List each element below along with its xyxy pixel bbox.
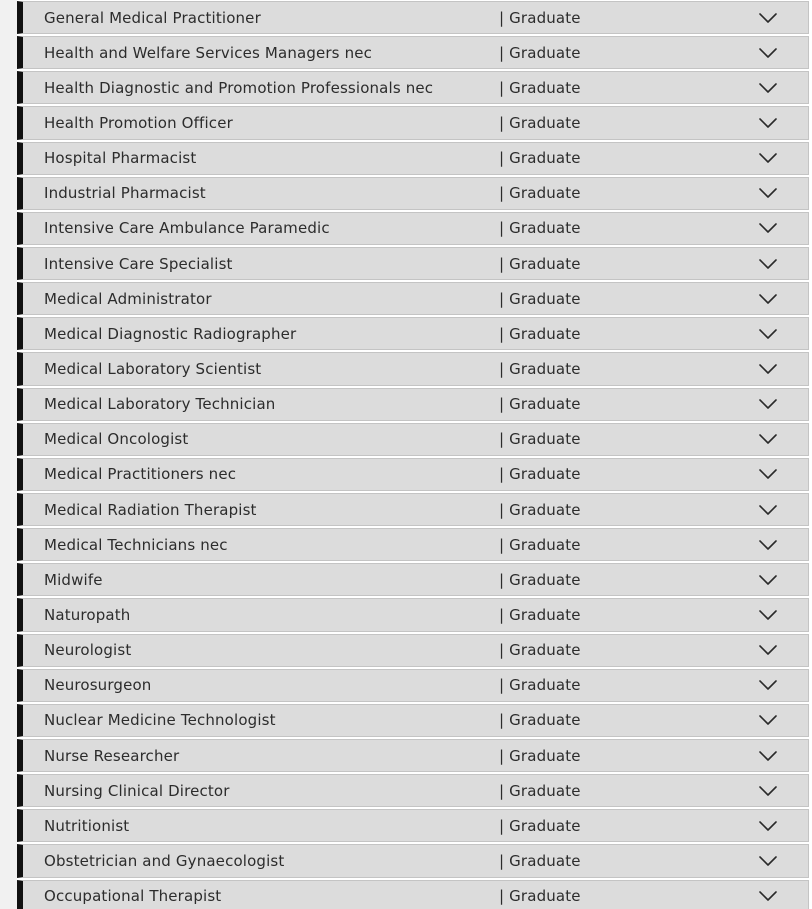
level-label: Graduate: [509, 570, 581, 589]
occupation-title: Medical Oncologist: [44, 430, 189, 449]
level-separator: |: [499, 113, 505, 132]
occupation-level: [499, 360, 581, 378]
occupation-level: [499, 149, 581, 167]
occupation-level: [499, 114, 581, 132]
occupation-title: Nutritionist: [44, 816, 130, 835]
level-separator: |: [499, 359, 505, 378]
chevron-down-icon[interactable]: [759, 505, 777, 515]
level-separator: |: [499, 605, 505, 624]
accordion-header[interactable]: [17, 634, 809, 667]
level-label: Graduate: [509, 184, 581, 203]
accordion-header[interactable]: [17, 844, 809, 877]
occupation-level: [499, 290, 581, 308]
accordion-row[interactable]: [17, 737, 809, 772]
chevron-down-icon[interactable]: [759, 48, 777, 58]
level-label: Graduate: [509, 430, 581, 449]
level-separator: |: [499, 535, 505, 554]
chevron-down-icon[interactable]: [759, 153, 777, 163]
occupation-title: Industrial Pharmacist: [44, 184, 206, 203]
chevron-down-icon[interactable]: [759, 83, 777, 93]
chevron-down-icon[interactable]: [759, 188, 777, 198]
accordion-row[interactable]: [17, 491, 809, 526]
level-separator: |: [499, 711, 505, 730]
occupation-accordion-list: [17, 0, 809, 909]
chevron-down-icon[interactable]: [759, 223, 777, 233]
chevron-down-icon[interactable]: [759, 575, 777, 585]
chevron-down-icon[interactable]: [759, 645, 777, 655]
level-label: Graduate: [509, 254, 581, 273]
chevron-down-icon[interactable]: [759, 786, 777, 796]
level-separator: |: [499, 254, 505, 273]
level-separator: |: [499, 641, 505, 660]
level-label: Graduate: [509, 113, 581, 132]
occupation-level: [499, 711, 581, 729]
accordion-row[interactable]: [17, 421, 809, 456]
level-label: Graduate: [509, 359, 581, 378]
level-separator: |: [499, 43, 505, 62]
level-separator: |: [499, 430, 505, 449]
accordion-header[interactable]: [17, 774, 809, 807]
chevron-down-icon[interactable]: [759, 399, 777, 409]
level-label: Graduate: [509, 605, 581, 624]
level-label: Graduate: [509, 781, 581, 800]
level-label: Graduate: [509, 711, 581, 730]
occupation-level: [499, 430, 581, 448]
level-label: Graduate: [509, 816, 581, 835]
level-separator: |: [499, 78, 505, 97]
accordion-header[interactable]: [17, 282, 809, 315]
occupation-title: Obstetrician and Gynaecologist: [44, 851, 285, 870]
accordion-header[interactable]: [17, 317, 809, 350]
level-label: Graduate: [509, 887, 581, 906]
accordion-header[interactable]: [17, 563, 809, 596]
occupation-title: Medical Practitioners nec: [44, 465, 237, 484]
accordion-header[interactable]: [17, 704, 809, 737]
chevron-down-icon[interactable]: [759, 751, 777, 761]
occupation-title: Nurse Researcher: [44, 746, 180, 765]
occupation-title: Medical Laboratory Technician: [44, 395, 276, 414]
occupation-level: [499, 325, 581, 343]
level-separator: |: [499, 395, 505, 414]
accordion-header[interactable]: [17, 142, 809, 175]
accordion-row[interactable]: [17, 210, 809, 245]
chevron-down-icon[interactable]: [759, 259, 777, 269]
level-label: Graduate: [509, 149, 581, 168]
level-label: Graduate: [509, 641, 581, 660]
occupation-title: Medical Radiation Therapist: [44, 500, 257, 519]
accordion-header[interactable]: [17, 106, 809, 139]
level-separator: |: [499, 676, 505, 695]
accordion-row[interactable]: [17, 69, 809, 104]
level-separator: |: [499, 816, 505, 835]
occupation-title: Neurosurgeon: [44, 676, 152, 695]
occupation-level: [499, 536, 581, 554]
chevron-down-icon[interactable]: [759, 329, 777, 339]
accordion-row[interactable]: [17, 667, 809, 702]
occupation-level: [499, 641, 581, 659]
accordion-row[interactable]: [17, 280, 809, 315]
accordion-header[interactable]: [17, 669, 809, 702]
level-label: Graduate: [509, 465, 581, 484]
accordion-header[interactable]: [17, 493, 809, 526]
accordion-row[interactable]: [17, 596, 809, 631]
accordion-header[interactable]: [17, 880, 809, 909]
occupation-level: [499, 184, 581, 202]
accordion-header[interactable]: [17, 352, 809, 385]
level-label: Graduate: [509, 676, 581, 695]
occupation-title: General Medical Practitioner: [44, 8, 261, 27]
occupation-level: [499, 395, 581, 413]
accordion-row[interactable]: [17, 350, 809, 385]
occupation-level: [499, 606, 581, 624]
accordion-row[interactable]: [17, 807, 809, 842]
occupation-title: Nuclear Medicine Technologist: [44, 711, 276, 730]
chevron-down-icon[interactable]: [759, 118, 777, 128]
accordion-row[interactable]: [17, 245, 809, 280]
level-separator: |: [499, 851, 505, 870]
occupation-level: [499, 676, 581, 694]
accordion-row[interactable]: [17, 632, 809, 667]
occupation-title: Medical Administrator: [44, 289, 212, 308]
occupation-title: Neurologist: [44, 641, 132, 660]
occupation-level: [499, 817, 581, 835]
level-separator: |: [499, 289, 505, 308]
level-label: Graduate: [509, 500, 581, 519]
level-label: Graduate: [509, 851, 581, 870]
accordion-row[interactable]: [17, 878, 809, 909]
occupation-level: [499, 747, 581, 765]
occupation-level: [499, 782, 581, 800]
chevron-down-icon[interactable]: [759, 680, 777, 690]
accordion-header[interactable]: [17, 598, 809, 631]
occupation-level: [499, 887, 581, 905]
accordion-header[interactable]: [17, 177, 809, 210]
occupation-title: Health and Welfare Services Managers nec: [44, 43, 373, 62]
accordion-row[interactable]: [17, 526, 809, 561]
occupation-level: [499, 9, 581, 27]
level-label: Graduate: [509, 324, 581, 343]
level-separator: |: [499, 184, 505, 203]
occupation-level: [499, 44, 581, 62]
level-separator: |: [499, 887, 505, 906]
chevron-down-icon[interactable]: [759, 715, 777, 725]
chevron-down-icon[interactable]: [759, 610, 777, 620]
level-label: Graduate: [509, 746, 581, 765]
chevron-down-icon[interactable]: [759, 540, 777, 550]
chevron-down-icon[interactable]: [759, 434, 777, 444]
accordion-row[interactable]: [17, 104, 809, 139]
level-label: Graduate: [509, 289, 581, 308]
level-label: Graduate: [509, 8, 581, 27]
occupation-title: Medical Technicians nec: [44, 535, 228, 554]
occupation-level: [499, 571, 581, 589]
level-separator: |: [499, 8, 505, 27]
accordion-row[interactable]: [17, 561, 809, 596]
occupation-level: [499, 219, 581, 237]
accordion-header[interactable]: [17, 423, 809, 456]
left-gutter: [0, 0, 17, 909]
accordion-row[interactable]: [17, 386, 809, 421]
occupation-level: [499, 255, 581, 273]
accordion-row[interactable]: [17, 140, 809, 175]
occupation-title: Medical Diagnostic Radiographer: [44, 324, 297, 343]
level-separator: |: [499, 149, 505, 168]
chevron-down-icon[interactable]: [759, 364, 777, 374]
occupation-title: Medical Laboratory Scientist: [44, 359, 262, 378]
occupation-title: Midwife: [44, 570, 103, 589]
accordion-row[interactable]: [17, 175, 809, 210]
level-separator: |: [499, 500, 505, 519]
occupation-title: Intensive Care Specialist: [44, 254, 233, 273]
accordion-header[interactable]: [17, 739, 809, 772]
occupation-title: Nursing Clinical Director: [44, 781, 230, 800]
chevron-down-icon[interactable]: [759, 469, 777, 479]
accordion-header[interactable]: [17, 528, 809, 561]
accordion-header[interactable]: [17, 458, 809, 491]
accordion-header[interactable]: [17, 247, 809, 280]
level-separator: |: [499, 781, 505, 800]
chevron-down-icon[interactable]: [759, 891, 777, 901]
chevron-down-icon[interactable]: [759, 13, 777, 23]
chevron-down-icon[interactable]: [759, 294, 777, 304]
accordion-header[interactable]: [17, 388, 809, 421]
occupation-title: Naturopath: [44, 605, 131, 624]
level-separator: |: [499, 570, 505, 589]
occupation-title: Occupational Therapist: [44, 887, 222, 906]
accordion-row[interactable]: [17, 702, 809, 737]
occupation-title: Intensive Care Ambulance Paramedic: [44, 219, 330, 238]
chevron-down-icon[interactable]: [759, 821, 777, 831]
accordion-row[interactable]: [17, 0, 809, 34]
accordion-row[interactable]: [17, 315, 809, 350]
level-label: Graduate: [509, 219, 581, 238]
level-label: Graduate: [509, 535, 581, 554]
occupation-level: [499, 852, 581, 870]
accordion-row[interactable]: [17, 772, 809, 807]
level-separator: |: [499, 746, 505, 765]
level-label: Graduate: [509, 43, 581, 62]
occupation-title: Hospital Pharmacist: [44, 149, 197, 168]
accordion-row[interactable]: [17, 456, 809, 491]
level-label: Graduate: [509, 395, 581, 414]
accordion-header[interactable]: [17, 809, 809, 842]
level-separator: |: [499, 219, 505, 238]
chevron-down-icon[interactable]: [759, 856, 777, 866]
occupation-title: Health Promotion Officer: [44, 113, 233, 132]
occupation-title: Health Diagnostic and Promotion Professionals nec: [44, 78, 434, 97]
accordion-header[interactable]: [17, 36, 809, 69]
occupation-level: [499, 501, 581, 519]
accordion-header[interactable]: [17, 71, 809, 104]
level-separator: |: [499, 324, 505, 343]
level-separator: |: [499, 465, 505, 484]
accordion-row[interactable]: [17, 34, 809, 69]
accordion-header[interactable]: [17, 212, 809, 245]
accordion-row[interactable]: [17, 842, 809, 877]
occupation-level: [499, 465, 581, 483]
occupation-level: [499, 79, 581, 97]
accordion-header[interactable]: [17, 1, 809, 34]
level-label: Graduate: [509, 78, 581, 97]
